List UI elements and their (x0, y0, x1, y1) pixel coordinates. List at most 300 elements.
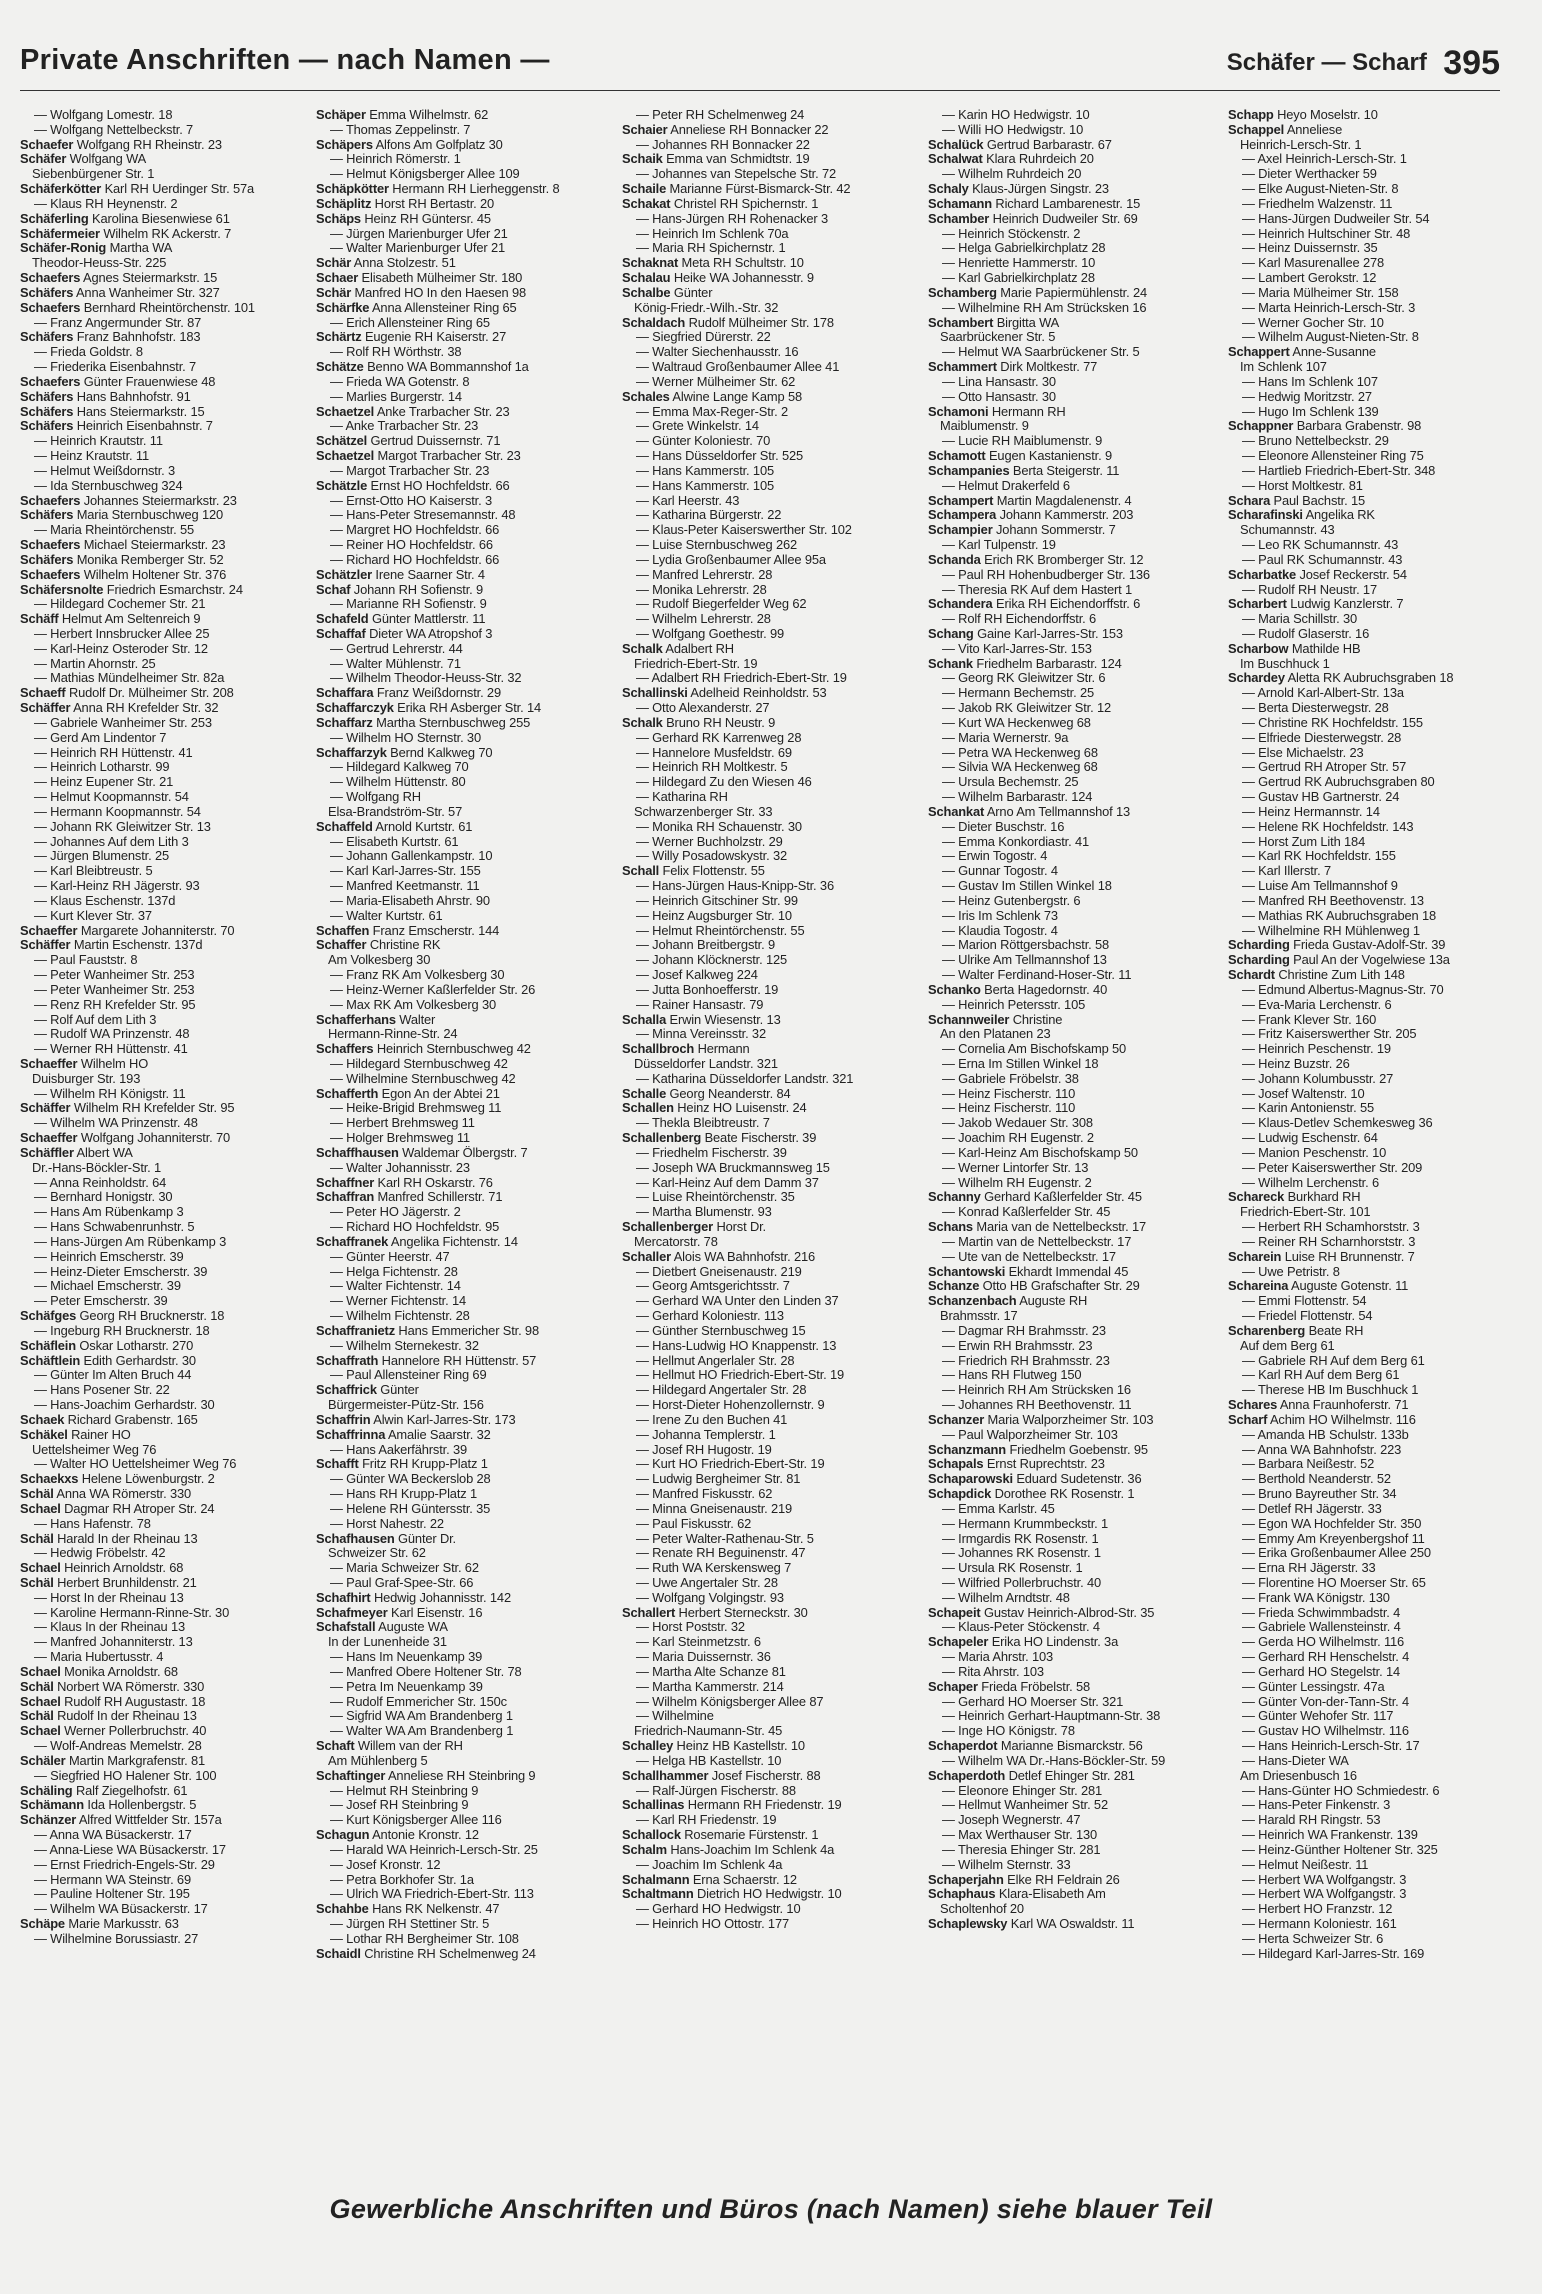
directory-entry: — Klaus-Peter Kaiserswerther Str. 102 (636, 523, 852, 538)
directory-entry: — Karoline Hermann-Rinne-Str. 30 (34, 1605, 230, 1620)
directory-entry: — Helmut Rheintörchenstr. 55 (636, 923, 805, 938)
directory-entry: Schardt Christine Zum Lith 148 (1228, 968, 1405, 983)
entry-surname: Schaeffer (20, 1131, 78, 1146)
directory-entry: Schallbroch Hermann (622, 1042, 750, 1057)
directory-entry: Schumannstr. 43 (1240, 523, 1335, 538)
entry-surname: Schapeit (928, 1605, 981, 1620)
directory-entry: — Silvia WA Heckenweg 68 (942, 760, 1098, 775)
directory-entry: Schäler Martin Markgrafenstr. 81 (20, 1753, 206, 1768)
directory-entry: — Martha Alte Schanze 81 (636, 1664, 786, 1679)
directory-entry: — Joachim RH Eugenstr. 2 (942, 1131, 1094, 1146)
entry-surname: Schaperdoth (928, 1768, 1006, 1783)
directory-entry: — Helmut Drakerfeld 6 (942, 478, 1070, 493)
entry-surname: Schaltmann (622, 1887, 694, 1902)
entry-surname: Schäling (20, 1783, 73, 1798)
page-header (20, 44, 1500, 90)
directory-entry: — Karl RH Friedenstr. 19 (636, 1813, 777, 1828)
directory-entry: Scharafinski Angelika RK (1228, 508, 1375, 523)
entry-surname: Schallinski (622, 686, 688, 701)
directory-entry: — Willy Posadowskystr. 32 (636, 849, 787, 864)
directory-entry: — Paul Fauststr. 8 (34, 953, 138, 968)
directory-entry: — Karl Illerstr. 7 (1242, 864, 1331, 879)
directory-entry: — Manion Peschenstr. 10 (1242, 1145, 1387, 1160)
directory-entry: Schäplitz Horst RH Bertastr. 20 (316, 196, 495, 211)
directory-entry: — Max Werthauser Str. 130 (942, 1828, 1098, 1843)
directory-entry: — Michael Emscherstr. 39 (34, 1279, 181, 1294)
directory-entry: — Wolfgang Nettelbeckstr. 7 (34, 122, 194, 137)
entry-surname: Schalm (622, 1842, 667, 1857)
entry-surname: Schara (1228, 493, 1271, 508)
directory-entry: — Friederika Eisenbahnstr. 7 (34, 360, 197, 375)
directory-entry: — Theresia Ehinger Str. 281 (942, 1842, 1101, 1857)
directory-entry: — Peter Kaiserswerther Str. 209 (1242, 1160, 1423, 1175)
directory-entry: Schaer Elisabeth Mülheimer Str. 180 (316, 271, 523, 286)
entry-surname: Schär (316, 285, 352, 300)
entry-surname: Schäffler (20, 1145, 74, 1160)
directory-entry: — Manfred Keetmanstr. 11 (330, 879, 480, 894)
directory-entry: Schaffner Karl RH Oskarstr. 76 (316, 1175, 493, 1190)
directory-entry: Im Buschhuck 1 (1240, 656, 1330, 671)
directory-entry: — Minna Vereinsstr. 32 (636, 1027, 766, 1042)
directory-entry: — Leo RK Schumannstr. 43 (1242, 538, 1399, 553)
directory-entry: — Heinrich Lotharstr. 99 (34, 760, 170, 775)
directory-entry: Schaffranietz Hans Emmericher Str. 98 (316, 1323, 539, 1338)
entry-surname: Schankat (928, 804, 985, 819)
entry-surname: Scharenberg (1228, 1323, 1306, 1338)
directory-entry: — Wilhelm Barbarastr. 124 (942, 790, 1093, 805)
directory-entry: — Ingeburg RH Brucknerstr. 18 (34, 1323, 210, 1338)
entry-surname: Schaeffer (20, 1057, 78, 1071)
entry-surname: Schael (20, 1501, 61, 1516)
directory-entry: — Maria Duissernstr. 36 (636, 1650, 771, 1665)
directory-entry: — Heinz Fischerstr. 110 (942, 1086, 1076, 1101)
entry-surname: Schaefer (20, 137, 74, 152)
directory-entry: — Maria Rheintörchenstr. 55 (34, 523, 195, 538)
directory-entry: — Hannelore Musfeldstr. 69 (636, 745, 792, 760)
directory-entry: — Josef RH Steinbring 9 (330, 1798, 469, 1813)
directory-entry: — Karl Tulpenstr. 19 (942, 538, 1056, 553)
directory-entry: — Helmut WA Saarbrückener Str. 5 (942, 345, 1140, 360)
directory-entry: Friedrich-Ebert-Str. 19 (634, 656, 758, 671)
directory-entry: Schaf Johann RH Sofienstr. 9 (316, 582, 484, 597)
entry-surname: Schaffara (316, 686, 374, 701)
directory-entry: Schankat Arno Am Tellmannshof 13 (928, 804, 1131, 819)
directory-entry: Schaperdot Marianne Bismarckstr. 56 (928, 1739, 1143, 1754)
directory-entry: — Ruth WA Kerskensweg 7 (636, 1561, 792, 1576)
directory-entry: — Hans-Jürgen Haus-Knipp-Str. 36 (636, 879, 834, 894)
directory-entry: — Peter Wanheimer Str. 253 (34, 968, 195, 983)
directory-entry: — Mathias RK Aubruchsgraben 18 (1242, 908, 1436, 923)
directory-entry: — Joachim Im Schlenk 4a (636, 1857, 783, 1872)
directory-entry: Schaier Anneliese RH Bonnacker 22 (622, 122, 829, 137)
directory-entry: — Wilhelm Fichtenstr. 28 (330, 1309, 470, 1324)
directory-entry: — Johanna Templerstr. 1 (636, 1427, 776, 1442)
directory-entry: — Gunnar Togostr. 4 (942, 864, 1058, 879)
entry-surname: Schafeld (316, 612, 369, 627)
directory-entry: Schäpkötter Hermann RH Lierheggenstr. 8 (316, 182, 560, 197)
directory-entry: Schalm Hans-Joachim Im Schlenk 4a (622, 1842, 835, 1857)
directory-entry: — Bernhard Honigstr. 30 (34, 1190, 173, 1205)
directory-entry: — Ludwig Bergheimer Str. 81 (636, 1472, 801, 1487)
directory-entry: — Wilhelmine Borussiastr. 27 (34, 1931, 199, 1946)
directory-entry: — Gustav Im Stillen Winkel 18 (942, 879, 1112, 894)
directory-entry: — Günter Von-der-Tann-Str. 4 (1242, 1694, 1410, 1709)
directory-entry: Schäfers Hans Bahnhofstr. 91 (20, 389, 191, 404)
directory-entry: — Heinz Hermannstr. 14 (1242, 804, 1380, 819)
directory-entry: Schärfke Anna Allensteiner Ring 65 (316, 300, 517, 315)
directory-entry: — Klaus RH Heynenstr. 2 (34, 196, 178, 211)
entry-surname: Schampert (928, 493, 994, 508)
entry-surname: Schaer (316, 271, 359, 286)
directory-entry: — Martin Ahornstr. 25 (34, 656, 156, 671)
directory-entry: — Karl Karl-Jarres-Str. 155 (330, 864, 481, 879)
directory-entry: — Wilhelmine (636, 1709, 714, 1724)
directory-entry: Schäling Ralf Ziegelhofstr. 61 (20, 1783, 188, 1798)
directory-entry: — Manfred Lehrerstr. 28 (636, 567, 773, 582)
directory-entry: Schanzenbach Auguste RH (928, 1294, 1088, 1309)
directory-entry: — Luise Rheintörchenstr. 35 (636, 1190, 795, 1205)
directory-entry: Schampera Johann Kammerstr. 203 (928, 508, 1134, 523)
directory-entry: — Heinrich Peschenstr. 19 (1242, 1042, 1391, 1057)
name-range: Schäfer — Scharf (1226, 49, 1427, 76)
directory-entry: Schalmann Erna Schaerstr. 12 (622, 1872, 797, 1887)
directory-entry: — Maria-Elisabeth Ahrstr. 90 (330, 893, 490, 908)
directory-entry: — Gerhard RK Karrenweg 28 (636, 730, 802, 745)
entry-surname: Schanko (928, 982, 981, 997)
directory-entry: — Georg RK Gleiwitzer Str. 6 (942, 671, 1106, 686)
directory-entry: Schamber Heinrich Dudweiler Str. 69 (928, 211, 1138, 226)
directory-entry: Schamott Eugen Kastanienstr. 9 (928, 449, 1112, 464)
directory-entry: Schaffrinna Amalie Saarstr. 32 (316, 1427, 491, 1442)
directory-entry: — Günter Koloniestr. 70 (636, 434, 771, 449)
directory-entry: — Erwin RH Brahmsstr. 23 (942, 1338, 1093, 1353)
directory-entry: Schaplewsky Karl WA Oswaldstr. 11 (928, 1917, 1135, 1932)
directory-entry: Friedrich-Naumann-Str. 45 (634, 1724, 783, 1739)
directory-entry: Schäffer Wilhelm RH Krefelder Str. 95 (20, 1101, 235, 1116)
entry-surname: Schandera (928, 597, 993, 612)
directory-entry: — Renate RH Beguinenstr. 47 (636, 1546, 806, 1561)
entry-surname: Schafhausen (316, 1531, 395, 1546)
directory-entry: — Gerd Am Lindentor 7 (34, 730, 167, 745)
directory-entry: Schäfers Monika Remberger Str. 52 (20, 552, 224, 567)
directory-entry: — Ulrike Am Tellmannshof 13 (942, 953, 1107, 968)
directory-entry: Schandera Erika RH Eichendorffstr. 6 (928, 597, 1141, 612)
entry-surname: Schäff (20, 612, 59, 627)
directory-entry: — Heinrich Gitschiner Str. 99 (636, 893, 798, 908)
directory-entry: Hermann-Rinne-Str. 24 (328, 1027, 458, 1042)
directory-entry: Friedrich-Ebert-Str. 101 (1240, 1205, 1371, 1220)
entry-surname: Schanzmann (928, 1442, 1007, 1457)
directory-columns (0, 108, 1542, 2178)
directory-entry: — Wilhelm August-Nieten-Str. 8 (1242, 330, 1419, 345)
entry-surname: Schäffer (20, 701, 71, 716)
directory-entry: — Ida Sternbuschweg 324 (34, 478, 183, 493)
entry-surname: Schäfers (20, 404, 74, 419)
directory-entry: — Heinrich Stöckenstr. 2 (942, 226, 1081, 241)
directory-entry: — Herbert WA Wolfgangstr. 3 (1242, 1887, 1407, 1902)
directory-entry: Schalück Gertrud Barbarastr. 67 (928, 137, 1112, 152)
directory-entry: — Herta Schweizer Str. 6 (1242, 1931, 1384, 1946)
directory-entry: — Otto Alexanderstr. 27 (636, 701, 770, 716)
directory-entry: Heinrich-Lersch-Str. 1 (1240, 137, 1362, 152)
entry-surname: Schaper (928, 1679, 978, 1694)
directory-entry: — Frank WA Königstr. 130 (1242, 1590, 1390, 1605)
entry-surname: Schallen (622, 1101, 674, 1116)
directory-entry: Düsseldorfer Landstr. 321 (634, 1057, 778, 1071)
directory-entry: — Barbara Neißestr. 52 (1242, 1457, 1375, 1472)
directory-entry: — Wilhelm Arndtstr. 48 (942, 1590, 1070, 1605)
directory-entry: Scharding Paul An der Vogelwiese 13a (1228, 953, 1450, 968)
directory-entry: Schäkel Rainer HO (20, 1427, 131, 1442)
entry-surname: Schappner (1228, 419, 1294, 434)
directory-entry: — Josef Waltenstr. 10 (1242, 1086, 1365, 1101)
directory-entry: Schallhammer Josef Fischerstr. 88 (622, 1768, 821, 1783)
directory-entry: — Erwin Togostr. 4 (942, 849, 1048, 864)
directory-entry: — Horst Zum Lith 184 (1242, 834, 1366, 849)
directory-entry: — Günter Lessingstr. 47a (1242, 1679, 1385, 1694)
directory-entry: — Hermann WA Steinstr. 69 (34, 1872, 191, 1887)
directory-entry: Schaffaf Dieter WA Atropshof 3 (316, 626, 493, 641)
directory-entry: — Gertrud RH Atroper Str. 57 (1242, 760, 1407, 775)
directory-entry: — Heinrich Im Schlenk 70a (636, 226, 789, 241)
directory-entry: — Herbert HO Franzstr. 12 (1242, 1902, 1393, 1917)
entry-surname: Schaile (622, 182, 667, 197)
entry-surname: Schalwat (928, 152, 983, 167)
directory-entry: — Erika Großenbaumer Allee 250 (1242, 1546, 1431, 1561)
section-title: Private Anschriften — nach Namen — (20, 44, 550, 76)
directory-entry: — Friedhelm Fischerstr. 39 (636, 1145, 787, 1160)
directory-entry: Schämann Ida Hollenbergstr. 5 (20, 1798, 197, 1813)
directory-entry: Schaffranek Angelika Fichtenstr. 14 (316, 1234, 518, 1249)
directory-entry: — Renz RH Krefelder Str. 95 (34, 997, 196, 1012)
entry-surname: Schaft (316, 1739, 355, 1754)
directory-entry: — Heinrich Hultschiner Str. 48 (1242, 226, 1411, 241)
entry-surname: Schätzel (316, 434, 368, 449)
directory-entry: Siebenbürgener Str. 1 (32, 167, 155, 182)
directory-entry: — Eleonore Ehinger Str. 281 (942, 1783, 1103, 1798)
directory-entry: Schäl Harald In der Rheinau 13 (20, 1531, 198, 1546)
directory-entry: — Gerhard HO Moerser Str. 321 (942, 1694, 1124, 1709)
entry-surname: Schares (1228, 1398, 1278, 1413)
directory-entry: Schätzler Irene Saarner Str. 4 (316, 567, 485, 582)
directory-entry: — Heinrich RH Moltkestr. 5 (636, 760, 788, 775)
entry-surname: Schammert (928, 360, 997, 375)
directory-entry: — Walter Mühlenstr. 71 (330, 656, 461, 671)
directory-entry: — Walter WA Am Brandenberg 1 (330, 1724, 514, 1739)
directory-entry: — Gerhard HO Stegelstr. 14 (1242, 1664, 1401, 1679)
entry-surname: Schäfers (20, 389, 74, 404)
entry-surname: Schaffeld (316, 819, 373, 834)
directory-entry: — Hans-Jürgen Dudweiler Str. 54 (1242, 211, 1430, 226)
directory-entry: — Ludwig Eschenstr. 64 (1242, 1131, 1378, 1146)
entry-surname: Schaefers (20, 493, 81, 508)
directory-entry: — Helene RH Güntersstr. 35 (330, 1501, 491, 1516)
directory-column-5 (1228, 108, 1532, 2178)
directory-entry: — Günter Wehofer Str. 117 (1242, 1709, 1394, 1724)
directory-entry: — Christine RK Hochfeldstr. 155 (1242, 715, 1423, 730)
entry-surname: Schapals (928, 1457, 984, 1472)
directory-entry: — Maria Schillstr. 30 (1242, 612, 1358, 627)
directory-entry: Schäl Norbert WA Römerstr. 330 (20, 1679, 205, 1694)
directory-entry: — Paul RK Schumannstr. 43 (1242, 552, 1403, 567)
directory-entry: — Uwe Angertaler Str. 28 (636, 1575, 778, 1590)
directory-entry: — Amanda HB Schulstr. 133b (1242, 1427, 1409, 1442)
directory-entry: — Hans Im Neuenkamp 39 (330, 1650, 483, 1665)
directory-entry: — Otto Hansastr. 30 (942, 389, 1056, 404)
directory-entry: — Helmut RH Steinbring 9 (330, 1783, 479, 1798)
directory-entry: — Wilhelm RH Königstr. 11 (34, 1086, 186, 1101)
directory-entry: — Johannes RH Beethovenstr. 11 (942, 1398, 1132, 1413)
directory-entry: Schäl Anna WA Römerstr. 330 (20, 1487, 192, 1502)
directory-entry: Schanzmann Friedhelm Goebenstr. 95 (928, 1442, 1148, 1457)
directory-entry: Schaphaus Klara-Elisabeth Am (928, 1887, 1106, 1902)
directory-entry: — Wilhelmine Sternbuschweg 42 (330, 1071, 516, 1086)
directory-entry: Schaeffer Wilhelm HO (20, 1057, 149, 1071)
directory-entry: Schätzle Ernst HO Hochfeldstr. 66 (316, 478, 510, 493)
entry-surname: Schaly (928, 182, 969, 197)
directory-entry: — Martha Blumenstr. 93 (636, 1205, 772, 1220)
entry-surname: Schallbroch (622, 1042, 695, 1057)
entry-surname: Schannweiler (928, 1012, 1010, 1027)
directory-entry: — Wilhelm WA Prinzenstr. 48 (34, 1116, 198, 1131)
directory-entry: Schantowski Ekhardt Immendal 45 (928, 1264, 1129, 1279)
directory-entry: — Heinz Eupener Str. 21 (34, 775, 174, 790)
directory-entry: Schäps Heinz RH Güntersr. 45 (316, 211, 491, 226)
directory-entry: Schank Friedhelm Barbarastr. 124 (928, 656, 1122, 671)
entry-surname: Schäferkötter (20, 182, 102, 197)
directory-entry: Schallert Herbert Sterneckstr. 30 (622, 1605, 808, 1620)
entry-surname: Schardt (1228, 968, 1275, 983)
entry-surname: Schaparowski (928, 1472, 1013, 1487)
directory-entry: Schafferth Egon An der Abtei 21 (316, 1086, 500, 1101)
directory-entry: — Wolfgang Volgingstr. 93 (636, 1590, 784, 1605)
directory-entry: Schannweiler Christine (928, 1012, 1063, 1027)
directory-entry: Schäfers Hans Steiermarkstr. 15 (20, 404, 205, 419)
directory-entry: Schamann Richard Lambarenestr. 15 (928, 196, 1141, 211)
directory-entry: — Wilhelmine RH Mühlenweg 1 (1242, 923, 1420, 938)
directory-entry: — Minna Gneisenaustr. 219 (636, 1501, 793, 1516)
directory-entry: — Kurt HO Friedrich-Ebert-Str. 19 (636, 1457, 825, 1472)
directory-entry: — Karin Antonienstr. 55 (1242, 1101, 1374, 1116)
directory-entry: — Hans-Günter HO Schmiedestr. 6 (1242, 1783, 1440, 1798)
directory-entry: — Uwe Petristr. 8 (1242, 1264, 1340, 1279)
entry-surname: Schanzenbach (928, 1294, 1017, 1309)
directory-entry: Schäfers Heinrich Eisenbahnstr. 7 (20, 419, 213, 434)
directory-entry: Schampert Martin Magdalenenstr. 4 (928, 493, 1132, 508)
directory-entry: — Katharina Düsseldorfer Landstr. 321 (636, 1071, 854, 1086)
directory-entry: Schaeffer Margarete Johanniterstr. 70 (20, 923, 235, 938)
entry-surname: Schael (20, 1724, 61, 1739)
directory-entry: — Karl Bleibtreustr. 5 (34, 864, 153, 879)
directory-entry: — Karl Steinmetzstr. 6 (636, 1635, 761, 1650)
entry-surname: Schaffranek (316, 1234, 389, 1249)
entry-surname: Schapdick (928, 1487, 992, 1502)
directory-entry: — Manfred Fiskusstr. 62 (636, 1487, 773, 1502)
entry-surname: Schaidl (316, 1946, 361, 1961)
entry-surname: Schäl (20, 1709, 54, 1724)
entry-surname: Schärtz (316, 330, 362, 345)
directory-entry: Schaldach Rudolf Mülheimer Str. 178 (622, 315, 834, 330)
directory-entry: — Margret HO Hochfeldstr. 66 (330, 523, 500, 538)
directory-entry: Schänzer Alfred Wittfelder Str. 157a (20, 1813, 222, 1828)
directory-entry: — Peter Walter-Rathenau-Str. 5 (636, 1531, 814, 1546)
directory-entry: — Manfred RH Beethovenstr. 13 (1242, 893, 1424, 908)
directory-entry: — Hildegard Cochemer Str. 21 (34, 597, 206, 612)
entry-surname: Schapeler (928, 1635, 989, 1650)
directory-entry: Schäfer-Ronig Martha WA (20, 241, 173, 256)
entry-surname: Scharbatke (1228, 567, 1297, 582)
entry-surname: Schäpkötter (316, 182, 389, 197)
directory-entry: Schampier Johann Sommerstr. 7 (928, 523, 1116, 538)
directory-entry: Im Schlenk 107 (1240, 360, 1327, 375)
directory-entry: — Helmut Koopmannstr. 54 (34, 790, 189, 805)
directory-entry: — Jürgen Marienburger Ufer 21 (330, 226, 508, 241)
directory-entry: — Eva-Maria Lerchenstr. 6 (1242, 997, 1392, 1012)
directory-entry: — Jakob RK Gleiwitzer Str. 12 (942, 701, 1112, 716)
directory-entry: — Ute van de Nettelbeckstr. 17 (942, 1249, 1116, 1264)
directory-entry: — Herbert Brehmsweg 11 (330, 1116, 475, 1131)
directory-entry: — Heinrich Petersstr. 105 (942, 997, 1086, 1012)
directory-entry: — Johannes van Stepelsche Str. 72 (636, 167, 836, 182)
directory-entry: Schalau Heike WA Johannesstr. 9 (622, 271, 814, 286)
directory-entry: — Helmut Neißestr. 11 (1242, 1857, 1369, 1872)
directory-entry: Schäper Emma Wilhelmstr. 62 (316, 108, 489, 122)
directory-entry: — Rolf RH Eichendorffstr. 6 (942, 612, 1097, 627)
directory-entry: Schäff Helmut Am Seltenreich 9 (20, 612, 201, 627)
directory-entry: — Josef Kalkweg 224 (636, 968, 758, 983)
entry-surname: Schans (928, 1220, 973, 1235)
directory-entry: Schappert Anne-Susanne (1228, 345, 1376, 360)
directory-entry: Schampanies Berta Steigerstr. 11 (928, 463, 1120, 478)
entry-surname: Schampanies (928, 463, 1010, 478)
directory-entry: Schalk Bruno RH Neustr. 9 (622, 715, 776, 730)
directory-entry: — Günther Sternbuschweg 15 (636, 1323, 806, 1338)
directory-entry: — Gerhard WA Unter den Linden 37 (636, 1294, 839, 1309)
directory-entry: Schalbe Günter (622, 285, 713, 300)
directory-entry: Schaefers Bernhard Rheintörchenstr. 101 (20, 300, 255, 315)
directory-entry: Am Volkesberg 30 (328, 953, 431, 968)
directory-entry: — Herbert Innsbrucker Allee 25 (34, 626, 210, 641)
directory-entry: — Frieda Goldstr. 8 (34, 345, 143, 360)
directory-entry: Schapeler Erika HO Lindenstr. 3a (928, 1635, 1119, 1650)
directory-entry: Schallen Heinz HO Luisenstr. 24 (622, 1101, 807, 1116)
directory-entry: Schärtz Eugenie RH Kaiserstr. 27 (316, 330, 507, 345)
directory-entry: — Anna Reinholdstr. 64 (34, 1175, 167, 1190)
entry-surname: Schätzle (316, 478, 368, 493)
directory-entry: — Reiner HO Hochfeldstr. 66 (330, 538, 493, 553)
entry-surname: Schäpers (316, 137, 373, 152)
directory-entry: — Wolfgang Goethestr. 99 (636, 626, 785, 641)
directory-entry: — Peter HO Jägerstr. 2 (330, 1205, 461, 1220)
directory-entry: — Heinrich Gerhart-Hauptmann-Str. 38 (942, 1709, 1161, 1724)
directory-entry: Schaly Klaus-Jürgen Singstr. 23 (928, 182, 1109, 197)
entry-surname: Schaetzel (316, 449, 375, 464)
directory-entry: — Hans-Joachim Gerhardstr. 30 (34, 1398, 215, 1413)
entry-surname: Schantowski (928, 1264, 1006, 1279)
directory-entry: Schang Gaine Karl-Jarres-Str. 153 (928, 626, 1123, 641)
directory-entry: — Adalbert RH Friedrich-Ebert-Str. 19 (636, 671, 847, 686)
directory-entry: — Rudolf Glaserstr. 16 (1242, 626, 1370, 641)
directory-entry: Schaffara Franz Weißdornstr. 29 (316, 686, 501, 701)
directory-entry: — Wilhelm Königsberger Allee 87 (636, 1694, 824, 1709)
directory-entry: — Werner Mülheimer Str. 62 (636, 374, 796, 389)
entry-surname: Schäflein (20, 1338, 76, 1353)
directory-entry: — Rudolf Biegerfelder Weg 62 (636, 597, 807, 612)
entry-surname: Schanda (928, 552, 981, 567)
entry-surname: Schalley (622, 1739, 674, 1754)
directory-entry: Schamberg Marie Papiermühlenstr. 24 (928, 285, 1148, 300)
entry-surname: Scharf (1228, 1412, 1268, 1427)
